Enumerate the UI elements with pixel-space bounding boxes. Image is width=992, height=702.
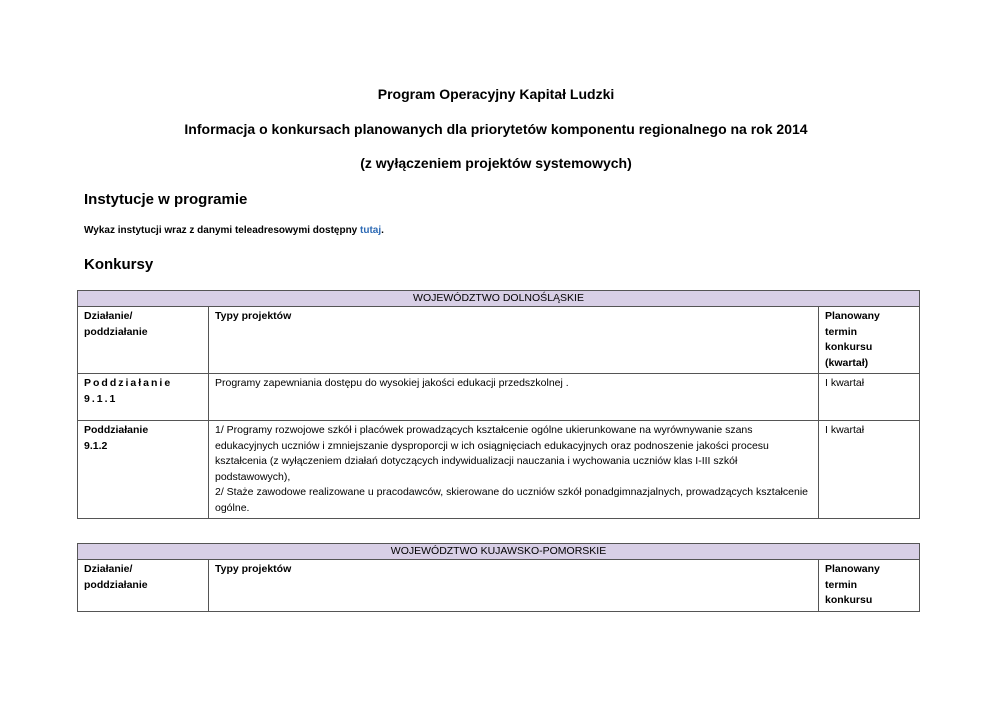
- term-cell: I kwartał: [819, 421, 920, 519]
- table-region-row: [78, 544, 920, 560]
- table-row: [78, 421, 920, 519]
- types-cell: 1/ Programy rozwojowe szkół i placówek prowadzących kształcenie ogólne ukierunkowane na wyrównywanie szans edukacyjnych uczniów i zmniejszanie dysproporcji w ich osiągnięciach edukacyjnych oraz podnoszenie jakości procesu kształcenia (z wyłączeniem działań dotyczących indywidualizacji nauczania i wychowania uczniów klas I-III szkół podstawowych), 2/ Staże zawodowe realizowane u pracodawców, skierowane do uczniów szkół ponadgimnazjalnych, prowadzących kształcenie ogólne.: [209, 421, 819, 519]
- column-header-action: Działanie/ poddziałanie: [78, 307, 209, 374]
- section-heading-instytucje: Instytucje w programie: [84, 191, 248, 208]
- region-header: WOJEWÓDZTWO DOLNOŚLĄSKIE: [78, 291, 920, 307]
- column-header-types: Typy projektów: [209, 560, 819, 612]
- table-header-row: [78, 307, 920, 374]
- column-header-action: Działanie/ poddziałanie: [78, 560, 209, 612]
- region-header: WOJEWÓDZTWO KUJAWSKO-POMORSKIE: [78, 544, 920, 560]
- institutions-list-link[interactable]: tutaj: [360, 225, 382, 236]
- table-row: [78, 374, 920, 421]
- column-header-types: Typy projektów: [209, 307, 819, 374]
- table-region-row: [78, 291, 920, 307]
- action-cell: Poddziałanie 9.1.1: [78, 374, 209, 421]
- institutions-list-suffix: .: [381, 225, 384, 236]
- table-header-row: [78, 560, 920, 612]
- column-header-term: Planowany termin konkursu (kwartał): [819, 307, 920, 374]
- column-header-term: Planowany termin konkursu: [819, 560, 920, 612]
- competition-table-kujawsko-pomorskie: [77, 543, 920, 612]
- document-subtitle-note: (z wyłączeniem projektów systemowych): [360, 155, 632, 171]
- document-title: Program Operacyjny Kapitał Ludzki: [377, 86, 615, 102]
- document-subtitle: Informacja o konkursach planowanych dla priorytetów komponentu regionalnego na rok 2014: [184, 121, 808, 137]
- types-cell: Programy zapewniania dostępu do wysokiej jakości edukacji przedszkolnej .: [209, 374, 819, 421]
- institutions-list-note: [84, 225, 384, 236]
- section-heading-konkursy: Konkursy: [84, 256, 154, 273]
- term-cell: I kwartał: [819, 374, 920, 421]
- action-cell: Poddziałanie 9.1.2: [78, 421, 209, 519]
- competition-table-dolnoslaskie: [77, 290, 920, 519]
- institutions-list-text: Wykaz instytucji wraz z danymi teleadresowymi dostępny: [84, 225, 361, 236]
